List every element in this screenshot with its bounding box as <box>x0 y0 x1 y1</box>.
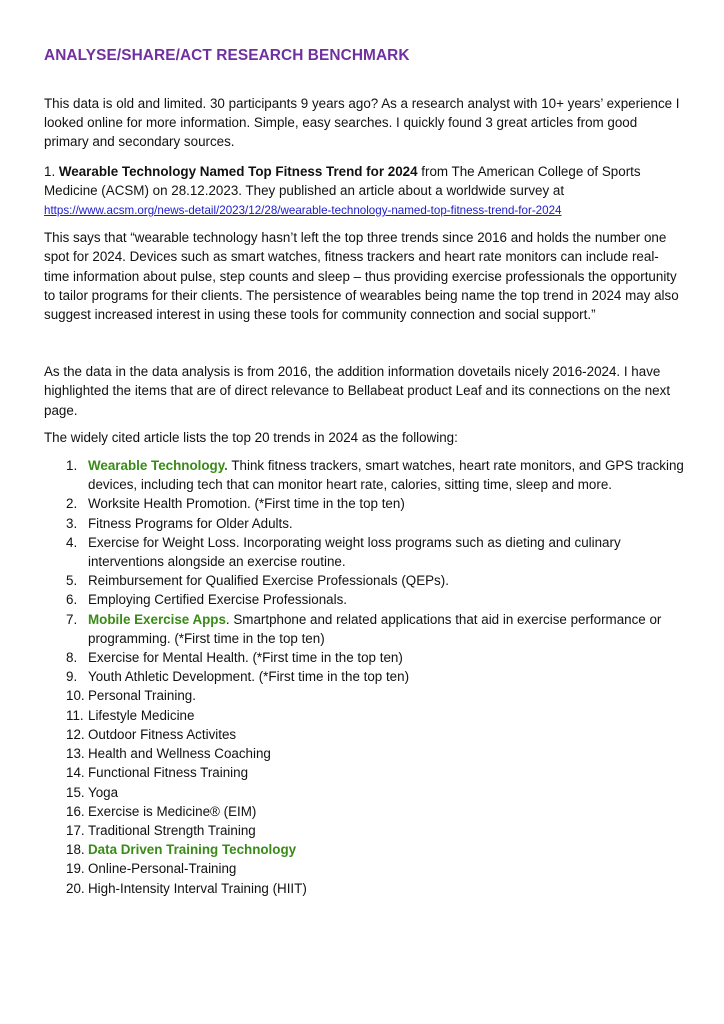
trend-item <box>66 706 684 725</box>
article-number: 1. <box>44 163 59 179</box>
trend-item <box>66 590 684 609</box>
trend-text: Online-Personal-Training <box>88 861 237 877</box>
trend-number: 12. <box>66 726 85 742</box>
quote-paragraph: This says that “wearable technology hasn’t left the top three trends since 2016 and holds the number one spot for 2024. Devices such as smart watches, fitness trackers and heart rate monitors can include real-time information about pulse, step counts and sleep – thus providing exercise professionals the opportunity to tailor programs for their clients. The persistence of wearables being name the top trend in 2024 may also suggest increased interest in using these tools for community connection and social support.” <box>44 230 679 323</box>
article-link[interactable]: https://www.acsm.org/news-detail/2023/12/28/wearable-technology-named-top-fitness-trend-for-2024 <box>44 204 562 218</box>
trend-number: 20. <box>66 880 85 896</box>
trend-text: Health and Wellness Coaching <box>88 746 271 762</box>
trend-item <box>66 763 684 782</box>
trend-text: Yoga <box>88 784 119 800</box>
trend-item <box>66 802 684 821</box>
trend-item <box>66 667 684 686</box>
trend-item <box>66 648 684 667</box>
trend-item <box>66 533 684 571</box>
data-note-paragraph: As the data in the data analysis is from 2016, the addition information dovetails nicely 2016-2024. I have highlighted the items that are of direct relevance to Bellabeat product Leaf and its connections on the next page. <box>44 364 671 418</box>
trend-number: 8. <box>66 650 78 666</box>
trend-text: Traditional Strength Training <box>88 822 256 838</box>
trend-text: Think fitness trackers, smart watches, heart rate monitors, and GPS tracking devices, including tech that can monitor heart rate, calories, sitting time, sleep and more. <box>88 458 684 493</box>
trend-number: 7. <box>66 611 78 627</box>
trend-text: Exercise for Weight Loss. Incorporating weight loss programs such as dieting and culinary interventions alongside an exercise routine. <box>88 534 621 570</box>
trend-text: Employing Certified Exercise Professionals. <box>88 592 347 608</box>
trend-item <box>66 821 684 840</box>
trend-item <box>66 456 684 494</box>
trend-number: 6. <box>66 592 78 608</box>
trend-highlight: Mobile Exercise Apps <box>88 611 226 627</box>
trend-item <box>66 840 684 859</box>
trend-item <box>66 571 684 590</box>
trend-text: Fitness Programs for Older Adults. <box>88 515 293 531</box>
trend-number: 16. <box>66 803 85 819</box>
trend-number: 1. <box>66 458 78 474</box>
trend-number: 4. <box>66 534 78 550</box>
document-page <box>44 46 684 898</box>
trend-number: 2. <box>66 496 78 512</box>
trend-number: 11. <box>66 707 84 723</box>
article-description: from The American College of Sports Medicine (ACSM) on 28.12.2023. They published an article about a worldwide survey at <box>44 163 641 198</box>
trend-number: 9. <box>66 669 78 685</box>
trend-item <box>66 610 684 648</box>
trend-item <box>66 686 684 705</box>
trend-text: High-Intensity Interval Training (HIIT) <box>88 880 307 896</box>
article-paragraph <box>44 162 684 221</box>
trend-list <box>44 456 684 898</box>
trend-text: Personal Training. <box>88 688 196 704</box>
intro-paragraph: This data is old and limited. 30 participants 9 years ago? As a research analyst with 10+ years’ experience I looked online for more information. Simple, easy searches. I quickly found 3 great articles from good primary and secondary sources. <box>44 96 680 150</box>
trend-number: 13. <box>66 746 85 762</box>
trend-number: 10. <box>66 688 85 704</box>
trend-text: Outdoor Fitness Activites <box>88 726 237 742</box>
article-title: Wearable Technology Named Top Fitness Trend for 2024 <box>58 163 418 179</box>
trend-text: Reimbursement for Qualified Exercise Professionals (QEPs). <box>88 573 449 589</box>
trend-number: 19. <box>66 861 85 877</box>
trend-highlight: Data Driven Training Technology <box>88 842 297 858</box>
trend-text: Exercise for Mental Health. (*First time in the top ten) <box>88 650 403 666</box>
trend-item <box>66 514 684 533</box>
trend-text: . Smartphone and related applications that aid in exercise performance or programming. (*First time in the top ten) <box>88 611 662 646</box>
trend-item <box>66 494 684 513</box>
trend-item <box>66 744 684 763</box>
trend-text: Functional Fitness Training <box>88 765 249 781</box>
page-title: ANALYSE/SHARE/ACT RESEARCH BENCHMARK <box>44 47 410 64</box>
trend-text: Youth Athletic Development. (*First time in the top ten) <box>88 669 410 685</box>
trend-number: 17. <box>66 822 85 838</box>
trend-text: Exercise is Medicine® (EIM) <box>88 803 257 819</box>
trend-number: 15. <box>66 784 85 800</box>
trend-number: 5. <box>66 573 78 589</box>
trend-text: Lifestyle Medicine <box>88 707 195 723</box>
trend-item <box>66 783 684 802</box>
trend-item <box>66 725 684 744</box>
trend-text: Worksite Health Promotion. (*First time in the top ten) <box>88 496 405 512</box>
list-intro-paragraph: The widely cited article lists the top 20 trends in 2024 as the following: <box>44 429 458 445</box>
trend-highlight: Wearable Technology. <box>88 458 228 474</box>
trend-number: 18. <box>66 842 85 858</box>
trend-number: 14. <box>66 765 85 781</box>
trend-number: 3. <box>66 515 78 531</box>
trend-item <box>66 879 684 898</box>
trend-item <box>66 859 684 878</box>
